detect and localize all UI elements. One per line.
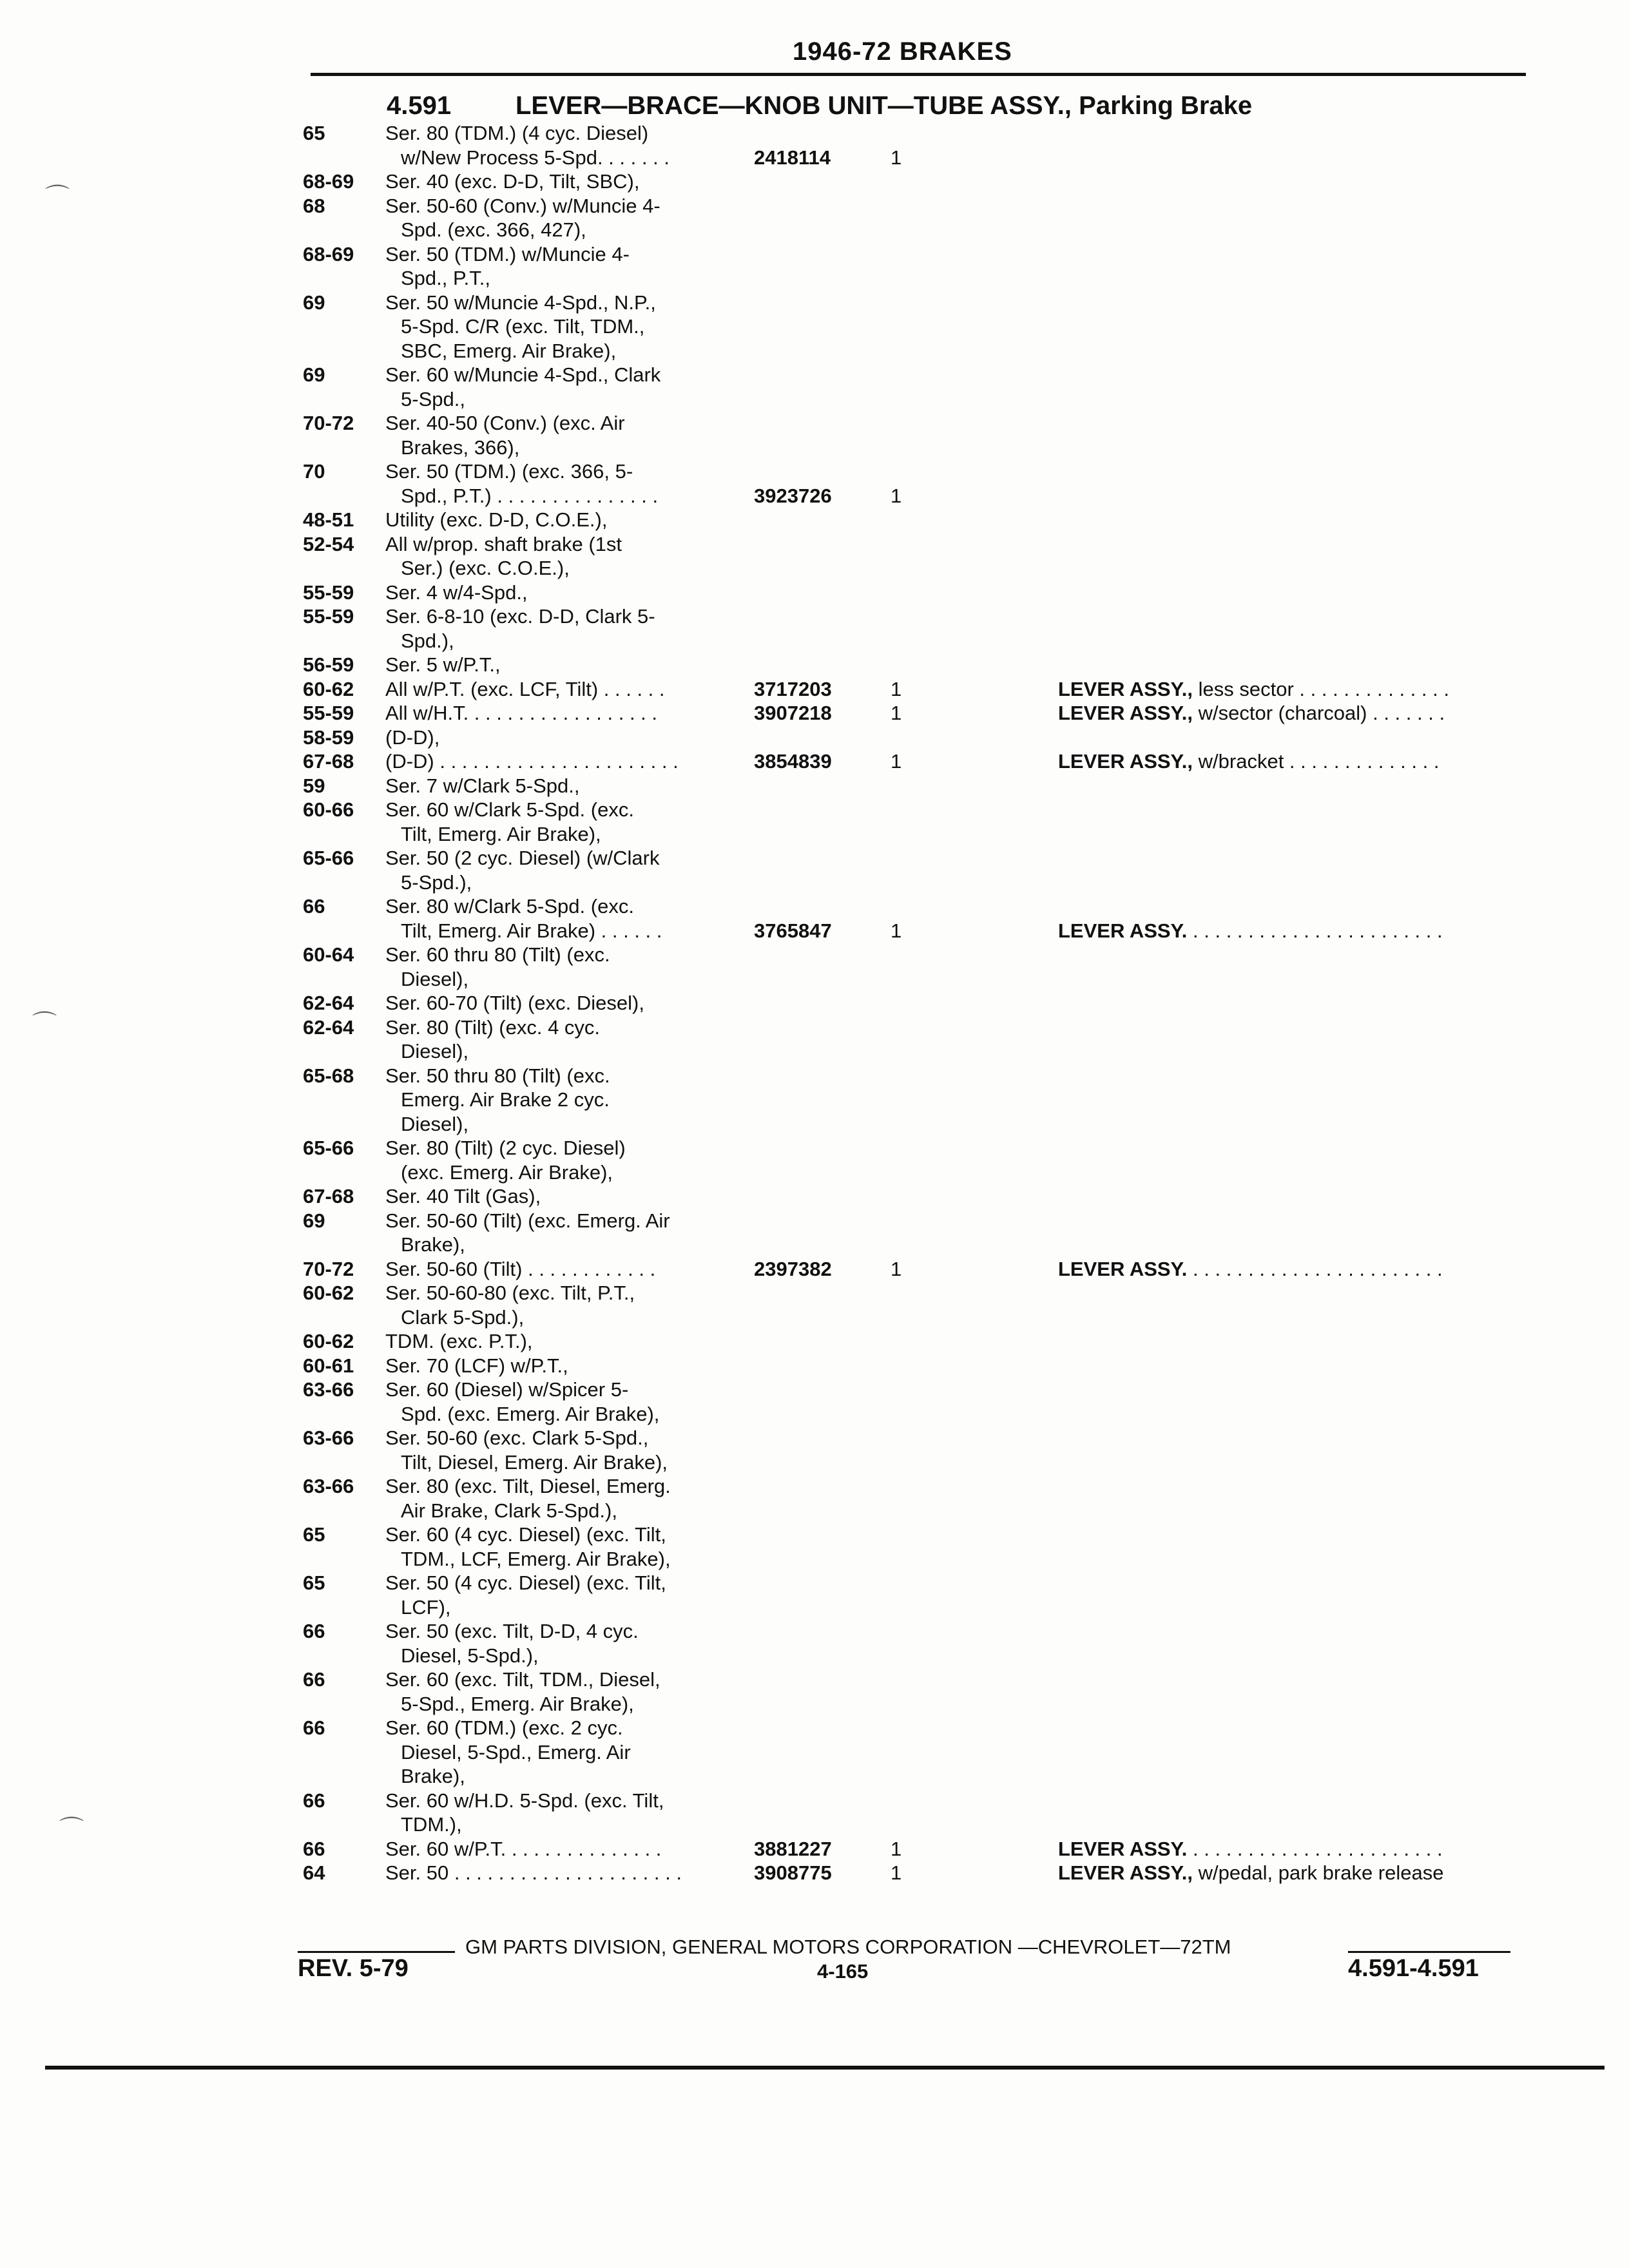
table-row <box>303 532 1527 581</box>
description-line: Spd.), <box>401 629 454 652</box>
description-line: (exc. Emerg. Air Brake), <box>401 1160 613 1184</box>
description-line: Ser. 5 w/P.T., <box>385 653 501 676</box>
application-description <box>385 1064 1043 1137</box>
table-row <box>303 1716 1527 1789</box>
part-name-main: LEVER ASSY. <box>1058 1257 1188 1280</box>
model-year: 64 <box>303 1861 325 1884</box>
application-description <box>385 1426 1043 1474</box>
part-name-detail: . . . . . . . . . . . . . . . . . . . . . . . <box>1187 919 1443 942</box>
header-rule <box>311 73 1526 76</box>
description-line: Ser. 50-60 (Conv.) w/Muncie 4- <box>385 194 660 217</box>
description-line: Ser. 60 w/Clark 5-Spd. (exc. <box>385 798 634 821</box>
description-line: Brake), <box>401 1233 465 1256</box>
model-year: 70 <box>303 460 325 483</box>
footer-company: GM PARTS DIVISION, GENERAL MOTORS CORPORATION —CHEVROLET—72TM <box>465 1936 1231 1958</box>
application-description <box>385 604 1043 653</box>
model-year: 56-59 <box>303 653 354 676</box>
punch-mark-3: ⌒ <box>59 1816 84 1843</box>
table-row <box>303 1136 1527 1184</box>
table-row <box>303 1789 1527 1837</box>
table-row <box>303 169 1527 194</box>
application-description <box>385 1837 1043 1861</box>
table-row <box>303 1667 1527 1716</box>
description-line: SBC, Emerg. Air Brake), <box>401 339 617 362</box>
description-line: Ser. 50 . . . . . . . . . . . . . . . . . . . . . <box>385 1861 682 1884</box>
punch-mark-1: ⌒ <box>45 184 70 211</box>
description-line: Ser. 80 (TDM.) (4 cyc. Diesel) <box>385 122 649 144</box>
application-description <box>385 1667 1043 1716</box>
model-year: 69 <box>303 363 325 386</box>
footer-revision: REV. 5-79 <box>298 1955 409 1982</box>
model-year: 60-62 <box>303 1330 354 1352</box>
table-row <box>303 1474 1527 1523</box>
description-line: Ser. 60 w/Muncie 4-Spd., Clark <box>385 363 661 386</box>
application-description <box>385 1619 1043 1667</box>
description-line: All w/H.T. . . . . . . . . . . . . . . . . . <box>385 702 658 724</box>
part-number: 3881227 <box>754 1837 832 1860</box>
description-line: Ser. 60 (TDM.) (exc. 2 cyc. <box>385 1716 623 1739</box>
description-line: Ser. 60 (Diesel) w/Spicer 5- <box>385 1378 629 1401</box>
application-description <box>385 749 1043 774</box>
application-description <box>385 1474 1043 1523</box>
bottom-edge-rule <box>45 2066 1605 2070</box>
description-line: 5-Spd. C/R (exc. Tilt, TDM., <box>401 315 645 338</box>
application-description <box>385 459 1043 508</box>
model-year: 65 <box>303 1571 325 1594</box>
part-name-detail: w/pedal, park brake release <box>1193 1861 1444 1884</box>
model-year: 68 <box>303 194 325 217</box>
application-description <box>385 798 1043 846</box>
application-description <box>385 1015 1043 1064</box>
application-description <box>385 194 1043 242</box>
description-line: Ser. 60 (4 cyc. Diesel) (exc. Tilt, <box>385 1523 666 1546</box>
description-line: Ser. 50 (4 cyc. Diesel) (exc. Tilt, <box>385 1571 666 1594</box>
description-line: Ser. 60 thru 80 (Tilt) (exc. <box>385 943 610 966</box>
application-description <box>385 653 1043 677</box>
description-line: Diesel, 5-Spd., Emerg. Air <box>401 1740 631 1763</box>
description-line: Ser. 80 w/Clark 5-Spd. (exc. <box>385 895 634 918</box>
table-row <box>303 411 1527 459</box>
description-line: Ser. 50 w/Muncie 4-Spd., N.P., <box>385 291 656 314</box>
description-line: Ser. 60-70 (Tilt) (exc. Diesel), <box>385 992 644 1014</box>
table-row <box>303 1619 1527 1667</box>
description-line: Ser. 80 (Tilt) (exc. 4 cyc. <box>385 1015 601 1039</box>
table-row <box>303 677 1527 702</box>
model-year: 62-64 <box>303 1015 354 1039</box>
part-name <box>1058 1257 1522 1282</box>
model-year: 60-64 <box>303 943 354 966</box>
model-year: 58-59 <box>303 726 354 749</box>
table-row <box>303 943 1527 991</box>
application-description <box>385 242 1043 291</box>
application-description <box>385 726 1043 750</box>
description-line: Ser. 70 (LCF) w/P.T., <box>385 1354 568 1377</box>
application-description <box>385 1329 1043 1354</box>
description-line: Ser. 7 w/Clark 5-Spd., <box>385 774 580 797</box>
part-name-main: LEVER ASSY. <box>1058 1837 1188 1860</box>
table-row <box>303 749 1527 774</box>
part-number: 3923726 <box>754 484 832 507</box>
table-row <box>303 1523 1527 1571</box>
table-row <box>303 846 1527 894</box>
description-line: Ser. 50 thru 80 (Tilt) (exc. <box>385 1064 610 1087</box>
section-number: 4.591 <box>387 91 452 120</box>
description-line: Clark 5-Spd.), <box>401 1305 525 1329</box>
running-title: 1946-72 BRAKES <box>793 37 1012 66</box>
part-name-main: LEVER ASSY., <box>1058 702 1193 724</box>
description-line: (D-D) . . . . . . . . . . . . . . . . . . . . . . <box>385 750 679 773</box>
application-description <box>385 1354 1043 1378</box>
part-name-detail: w/sector (charcoal) . . . . . . . <box>1193 702 1445 724</box>
part-number: 3907218 <box>754 702 832 724</box>
model-year: 60-62 <box>303 1282 354 1304</box>
part-name-main: LEVER ASSY., <box>1058 677 1193 700</box>
table-row <box>303 991 1527 1015</box>
part-name-main: LEVER ASSY., <box>1058 1861 1193 1884</box>
table-row <box>303 1257 1527 1282</box>
quantity: 1 <box>891 677 902 700</box>
table-row <box>303 194 1527 242</box>
table-row <box>303 291 1527 363</box>
description-line: Tilt, Emerg. Air Brake), <box>401 822 601 845</box>
model-year: 68-69 <box>303 170 354 193</box>
quantity: 1 <box>891 919 902 942</box>
application-description <box>385 169 1043 194</box>
description-line: Ser. 50 (TDM.) (exc. 366, 5- <box>385 460 633 483</box>
application-description <box>385 1136 1043 1184</box>
description-line: Ser. 50-60 (Tilt) (exc. Emerg. Air <box>385 1209 670 1232</box>
description-line: Brakes, 366), <box>401 436 520 459</box>
table-row <box>303 798 1527 846</box>
model-year: 66 <box>303 895 325 918</box>
part-number: 2397382 <box>754 1257 832 1280</box>
model-year: 55-59 <box>303 581 354 604</box>
description-line: Tilt, Emerg. Air Brake) . . . . . . <box>401 919 662 942</box>
application-description <box>385 1716 1043 1789</box>
description-line: Spd., P.T., <box>401 267 491 289</box>
description-line: Ser. 80 (Tilt) (2 cyc. Diesel) <box>385 1137 626 1159</box>
application-description <box>385 581 1043 605</box>
part-name <box>1058 1837 1522 1861</box>
table-row <box>303 581 1527 605</box>
description-line: Diesel), <box>401 1112 469 1135</box>
description-line: Utility (exc. D-D, C.O.E.), <box>385 508 608 531</box>
part-name <box>1058 749 1522 774</box>
table-row <box>303 1064 1527 1137</box>
quantity: 1 <box>891 1257 902 1280</box>
description-line: Spd., P.T.) . . . . . . . . . . . . . . . <box>401 484 659 507</box>
part-name <box>1058 1861 1522 1885</box>
description-line: Ser. 4 w/4-Spd., <box>385 581 528 604</box>
table-row <box>303 121 1527 169</box>
footer-page-number: 4-165 <box>817 1960 869 1983</box>
part-number: 3854839 <box>754 750 832 773</box>
model-year: 67-68 <box>303 1185 354 1207</box>
description-line: w/New Process 5-Spd. . . . . . . <box>401 146 670 169</box>
description-line: Ser. 40-50 (Conv.) (exc. Air <box>385 412 625 434</box>
application-description <box>385 363 1043 411</box>
description-line: Air Brake, Clark 5-Spd.), <box>401 1499 617 1522</box>
model-year: 67-68 <box>303 750 354 773</box>
table-row <box>303 1837 1527 1861</box>
table-row <box>303 508 1527 532</box>
model-year: 48-51 <box>303 508 354 531</box>
application-description <box>385 701 1043 726</box>
model-year: 62-64 <box>303 992 354 1014</box>
application-description <box>385 1571 1043 1619</box>
quantity: 1 <box>891 1837 902 1860</box>
part-name <box>1058 701 1522 726</box>
description-line: Spd. (exc. Emerg. Air Brake), <box>401 1402 660 1425</box>
description-line: Ser. 60 w/H.D. 5-Spd. (exc. Tilt, <box>385 1789 664 1812</box>
model-year: 52-54 <box>303 532 354 555</box>
table-row <box>303 1184 1527 1209</box>
part-name-detail: less sector . . . . . . . . . . . . . . <box>1193 677 1449 700</box>
description-line: Ser. 80 (exc. Tilt, Diesel, Emerg. <box>385 1475 671 1497</box>
description-line: 5-Spd.), <box>401 870 472 894</box>
application-description <box>385 1861 1043 1885</box>
description-line: Ser. 40 (exc. D-D, Tilt, SBC), <box>385 170 640 193</box>
model-year: 66 <box>303 1837 325 1860</box>
application-description <box>385 1257 1043 1282</box>
model-year: 63-66 <box>303 1475 354 1497</box>
description-line: Emerg. Air Brake 2 cyc. <box>401 1088 610 1111</box>
quantity: 1 <box>891 702 902 724</box>
application-description <box>385 1378 1043 1426</box>
application-description <box>385 774 1043 798</box>
table-row <box>303 1861 1527 1885</box>
table-row <box>303 1571 1527 1619</box>
model-year: 70-72 <box>303 1257 354 1280</box>
application-description <box>385 1209 1043 1257</box>
model-year: 65-68 <box>303 1064 354 1087</box>
table-row <box>303 1378 1527 1426</box>
description-line: Diesel), <box>401 967 469 990</box>
part-number: 3717203 <box>754 677 832 700</box>
part-name-main: LEVER ASSY., <box>1058 750 1193 773</box>
description-line: Ser.) (exc. C.O.E.), <box>401 557 570 579</box>
table-row <box>303 1209 1527 1257</box>
quantity: 1 <box>891 750 902 773</box>
punch-mark-2: ⌒ <box>32 1011 57 1038</box>
description-line: Ser. 6-8-10 (exc. D-D, Clark 5- <box>385 605 655 628</box>
model-year: 66 <box>303 1668 325 1691</box>
part-name <box>1058 677 1522 702</box>
model-year: 55-59 <box>303 702 354 724</box>
table-row <box>303 1329 1527 1354</box>
description-line: Ser. 40 Tilt (Gas), <box>385 1185 541 1207</box>
description-line: TDM.), <box>401 1813 462 1836</box>
description-line: All w/prop. shaft brake (1st <box>385 532 622 555</box>
table-row <box>303 1015 1527 1064</box>
model-year: 65-66 <box>303 847 354 869</box>
description-line: Diesel, 5-Spd.), <box>401 1644 539 1667</box>
application-description <box>385 508 1043 532</box>
model-year: 60-61 <box>303 1354 354 1377</box>
description-line: Ser. 50 (TDM.) w/Muncie 4- <box>385 242 630 265</box>
application-description <box>385 1789 1043 1837</box>
description-line: Ser. 50-60-80 (exc. Tilt, P.T., <box>385 1282 635 1304</box>
application-description <box>385 677 1043 702</box>
model-year: 55-59 <box>303 605 354 628</box>
section-name: LEVER—BRACE—KNOB UNIT—TUBE ASSY., Parking Brake <box>516 91 1253 120</box>
table-row <box>303 1426 1527 1474</box>
table-row <box>303 1354 1527 1378</box>
description-line: Ser. 50-60 (exc. Clark 5-Spd., <box>385 1427 649 1449</box>
description-line: Ser. 60 w/P.T. . . . . . . . . . . . . . . <box>385 1837 662 1860</box>
quantity: 1 <box>891 484 902 507</box>
part-number: 3765847 <box>754 919 832 942</box>
description-line: 5-Spd., Emerg. Air Brake), <box>401 1692 634 1715</box>
application-description <box>385 411 1043 459</box>
table-row <box>303 774 1527 798</box>
description-line: TDM. (exc. P.T.), <box>385 1330 533 1352</box>
table-row <box>303 726 1527 750</box>
table-row <box>303 1281 1527 1329</box>
part-name-detail: w/bracket . . . . . . . . . . . . . . <box>1193 750 1440 773</box>
model-year: 70-72 <box>303 412 354 434</box>
part-number: 3908775 <box>754 1861 832 1884</box>
model-year: 69 <box>303 1209 325 1232</box>
description-line: Tilt, Diesel, Emerg. Air Brake), <box>401 1450 668 1474</box>
table-row <box>303 894 1527 943</box>
description-line: LCF), <box>401 1595 451 1619</box>
model-year: 65-66 <box>303 1137 354 1159</box>
application-description <box>385 291 1043 363</box>
description-line: Ser. 50-60 (Tilt) . . . . . . . . . . . . <box>385 1257 656 1280</box>
table-row <box>303 242 1527 291</box>
application-description <box>385 532 1043 581</box>
model-year: 66 <box>303 1789 325 1812</box>
model-year: 60-66 <box>303 798 354 821</box>
model-year: 60-62 <box>303 677 354 700</box>
quantity: 1 <box>891 146 902 169</box>
application-description <box>385 846 1043 894</box>
model-year: 65 <box>303 1523 325 1546</box>
application-description <box>385 1184 1043 1209</box>
model-year: 59 <box>303 774 325 797</box>
table-row <box>303 363 1527 411</box>
description-line: Ser. 50 (2 cyc. Diesel) (w/Clark <box>385 847 660 869</box>
model-year: 66 <box>303 1620 325 1642</box>
table-row <box>303 459 1527 508</box>
application-description <box>385 1281 1043 1329</box>
model-year: 63-66 <box>303 1427 354 1449</box>
parts-list <box>303 121 1527 1885</box>
part-name-detail: . . . . . . . . . . . . . . . . . . . . . . . <box>1187 1837 1443 1860</box>
application-description <box>385 943 1043 991</box>
description-line: Diesel), <box>401 1040 469 1062</box>
part-name <box>1058 919 1522 943</box>
description-line: (D-D), <box>385 726 440 749</box>
description-line: Brake), <box>401 1765 465 1787</box>
part-number: 2418114 <box>754 146 831 169</box>
application-description <box>385 1523 1043 1571</box>
description-line: 5-Spd., <box>401 387 465 410</box>
application-description <box>385 894 1043 943</box>
quantity: 1 <box>891 1861 902 1884</box>
model-year: 63-66 <box>303 1378 354 1401</box>
table-row <box>303 653 1527 677</box>
description-line: Spd. (exc. 366, 427), <box>401 218 586 241</box>
model-year: 68-69 <box>303 242 354 265</box>
description-line: Ser. 60 (exc. Tilt, TDM., Diesel, <box>385 1668 660 1691</box>
description-line: Ser. 50 (exc. Tilt, D-D, 4 cyc. <box>385 1620 639 1642</box>
footer-section-range: 4.591-4.591 <box>1348 1955 1479 1982</box>
table-row <box>303 701 1527 726</box>
application-description <box>385 991 1043 1015</box>
section-title <box>387 91 1252 120</box>
footer-rule-left <box>298 1951 455 1953</box>
model-year: 66 <box>303 1716 325 1739</box>
part-name-detail: . . . . . . . . . . . . . . . . . . . . . . . <box>1187 1257 1443 1280</box>
description-line: TDM., LCF, Emerg. Air Brake), <box>401 1547 671 1570</box>
description-line: All w/P.T. (exc. LCF, Tilt) . . . . . . <box>385 677 665 700</box>
footer-rule-right <box>1348 1951 1510 1953</box>
table-row <box>303 604 1527 653</box>
model-year: 69 <box>303 291 325 314</box>
application-description <box>385 121 1043 169</box>
part-name-main: LEVER ASSY. <box>1058 919 1188 942</box>
model-year: 65 <box>303 122 325 144</box>
